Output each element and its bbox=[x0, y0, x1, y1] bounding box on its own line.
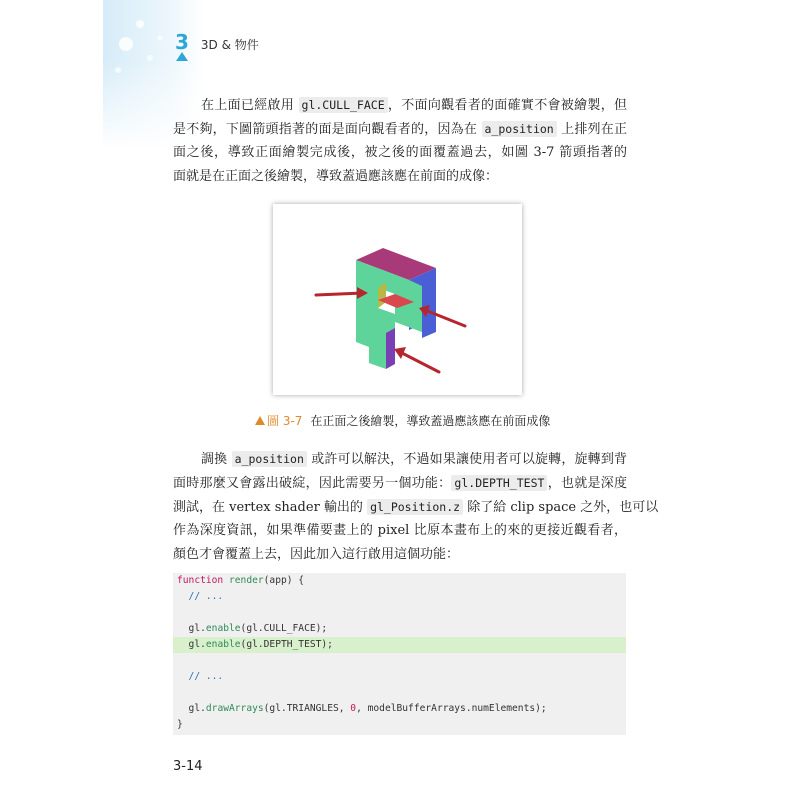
paragraph-line: 調換 a_position 或許可以解決，不過如果讓使用者可以旋轉，旋轉到背 bbox=[201, 452, 627, 467]
paragraph-line: 面就是在正面之後繪製，導致蓋過應該應在前面的成像： bbox=[173, 169, 499, 184]
leg-side-face bbox=[386, 328, 395, 369]
inline-code: a_position bbox=[482, 121, 557, 137]
paragraph-line: 作為深度資訊，如果準備要畫上的 pixel 比原本畫布上的來的更接近觀看者， bbox=[173, 523, 627, 538]
triangle-icon bbox=[176, 52, 188, 61]
code-line bbox=[173, 605, 626, 621]
chapter-number bbox=[175, 32, 189, 52]
inline-code: gl.CULL_FACE bbox=[299, 97, 388, 113]
code-block bbox=[173, 573, 626, 735]
inline-code: gl.DEPTH_TEST bbox=[451, 475, 547, 491]
paragraph-line: 面之後，導致正面繪製完成後，被之後的面覆蓋過去，如圖 3-7 箭頭指著的 bbox=[173, 145, 627, 160]
paragraph-line: 顏色才會覆蓋上去，因此加入這行啟用這個功能： bbox=[173, 547, 460, 562]
paragraph-line: 在上面已經啟用 gl.CULL_FACE ，不面向觀看者的面確實不會被繪製，但 bbox=[201, 98, 627, 113]
paragraph-line: 是不夠，下圖箭頭指著的面是面向觀看者的，因為在 a_position 上排列在正 bbox=[173, 122, 627, 137]
inline-code: a_position bbox=[232, 451, 307, 467]
3d-letter-p-illustration bbox=[273, 204, 522, 395]
chapter-number-text: 3 bbox=[175, 30, 189, 54]
figure-label: 圖 3-7 bbox=[267, 414, 303, 428]
code-line: gl.drawArrays(gl.TRIANGLES, 0, modelBufferArrays.numElements); bbox=[177, 703, 547, 714]
code-line-highlighted: gl.enable(gl.DEPTH_TEST); bbox=[173, 637, 626, 653]
paragraph-1 bbox=[173, 93, 627, 189]
caption-text: 在正面之後繪製，導致蓋過應該應在前面成像 bbox=[310, 414, 551, 428]
paragraph-line: 測試，在 vertex shader 輸出的 gl_Position.z 除了給 clip space 之外，也可以 bbox=[173, 500, 659, 515]
caption-triangle-icon bbox=[255, 416, 265, 425]
code-line: } bbox=[177, 719, 183, 730]
paragraph-2 bbox=[173, 447, 659, 567]
chapter-header bbox=[175, 32, 259, 53]
paragraph-line: 面時那麼又會露出破綻，因此需要另一個功能： gl.DEPTH_TEST ，也就是深度 bbox=[173, 476, 627, 491]
figure-image bbox=[273, 204, 522, 395]
code-line: // ... bbox=[177, 671, 224, 682]
page-number: 3-14 bbox=[173, 759, 203, 774]
arrow-left-line bbox=[316, 293, 363, 295]
code-line bbox=[173, 653, 626, 669]
figure-caption bbox=[255, 412, 550, 429]
code-line: gl.enable(gl.CULL_FACE); bbox=[177, 623, 328, 634]
arrow-bottom-line bbox=[400, 352, 439, 372]
inline-code: gl_Position.z bbox=[367, 499, 463, 515]
code-line: // ... bbox=[177, 591, 224, 602]
code-line: function render(app) { bbox=[177, 575, 305, 586]
chapter-title: 3D & 物件 bbox=[200, 38, 259, 52]
code-line bbox=[173, 685, 626, 701]
